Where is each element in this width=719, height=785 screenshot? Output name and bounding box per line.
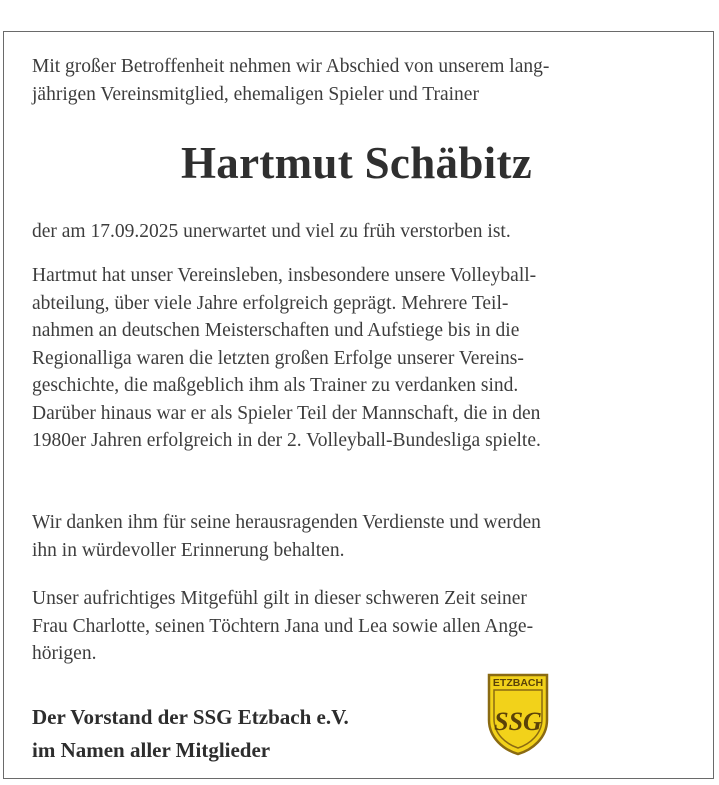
thanks-line: ihn in würdevoller Erinnerung behalten. bbox=[32, 539, 345, 561]
tribute-line: geschichte, die maßgeblich ihm als Trainer zu verdanken sind. bbox=[32, 375, 519, 396]
tribute-line: 1980er Jahren erfolgreich in der 2. Volleyball-Bundesliga spielte. bbox=[32, 430, 541, 451]
tribute-line: Darüber hinaus war er als Spieler Teil der Mannschaft, die in den bbox=[32, 402, 541, 424]
tribute-line: nahmen an deutschen Meisterschaften und Aufstiege bis in die bbox=[32, 320, 520, 341]
signature-line: Der Vorstand der SSG Etzbach e.V. bbox=[32, 705, 349, 729]
deceased-name: Hartmut Schäbitz bbox=[180, 138, 533, 188]
intro-paragraph bbox=[32, 53, 698, 108]
condolence-paragraph bbox=[32, 585, 698, 668]
condolence-line: Unser aufrichtiges Mitgefühl gilt in dieser schweren Zeit seiner bbox=[32, 588, 527, 609]
condolence-line: hörigen. bbox=[32, 643, 97, 664]
thanks-paragraph bbox=[32, 509, 698, 564]
tribute-line: Regionalliga waren die letzten großen Erfolge unserer Vereins- bbox=[32, 347, 524, 369]
thanks-line: Wir danken ihm für seine herausragenden Verdienste und werden bbox=[32, 512, 541, 533]
crest-wordmark: ETZBACH bbox=[492, 677, 544, 689]
tribute-line: Hartmut hat unser Vereinsleben, insbesondere unsere Volleyball- bbox=[32, 265, 537, 286]
tribute-paragraph bbox=[32, 262, 698, 455]
signature-line: im Namen aller Mitglieder bbox=[32, 738, 271, 762]
obituary-notice bbox=[3, 31, 714, 779]
condolence-line: Frau Charlotte, seinen Töchtern Jana und Lea sowie allen Ange- bbox=[32, 615, 534, 637]
crest-monogram: SSG bbox=[494, 707, 542, 736]
intro-line: Mit großer Betroffenheit nehmen wir Abschied von unserem lang- bbox=[32, 56, 550, 77]
death-date-line: der am 17.09.2025 unerwartet und viel zu früh verstorben ist. bbox=[32, 221, 511, 242]
intro-line: jährigen Vereinsmitglied, ehemaligen Spieler und Trainer bbox=[32, 83, 479, 105]
tribute-line: abteilung, über viele Jahre erfolgreich geprägt. Mehrere Teil- bbox=[32, 292, 509, 314]
signature-block bbox=[32, 701, 349, 767]
club-crest-icon bbox=[486, 672, 550, 756]
